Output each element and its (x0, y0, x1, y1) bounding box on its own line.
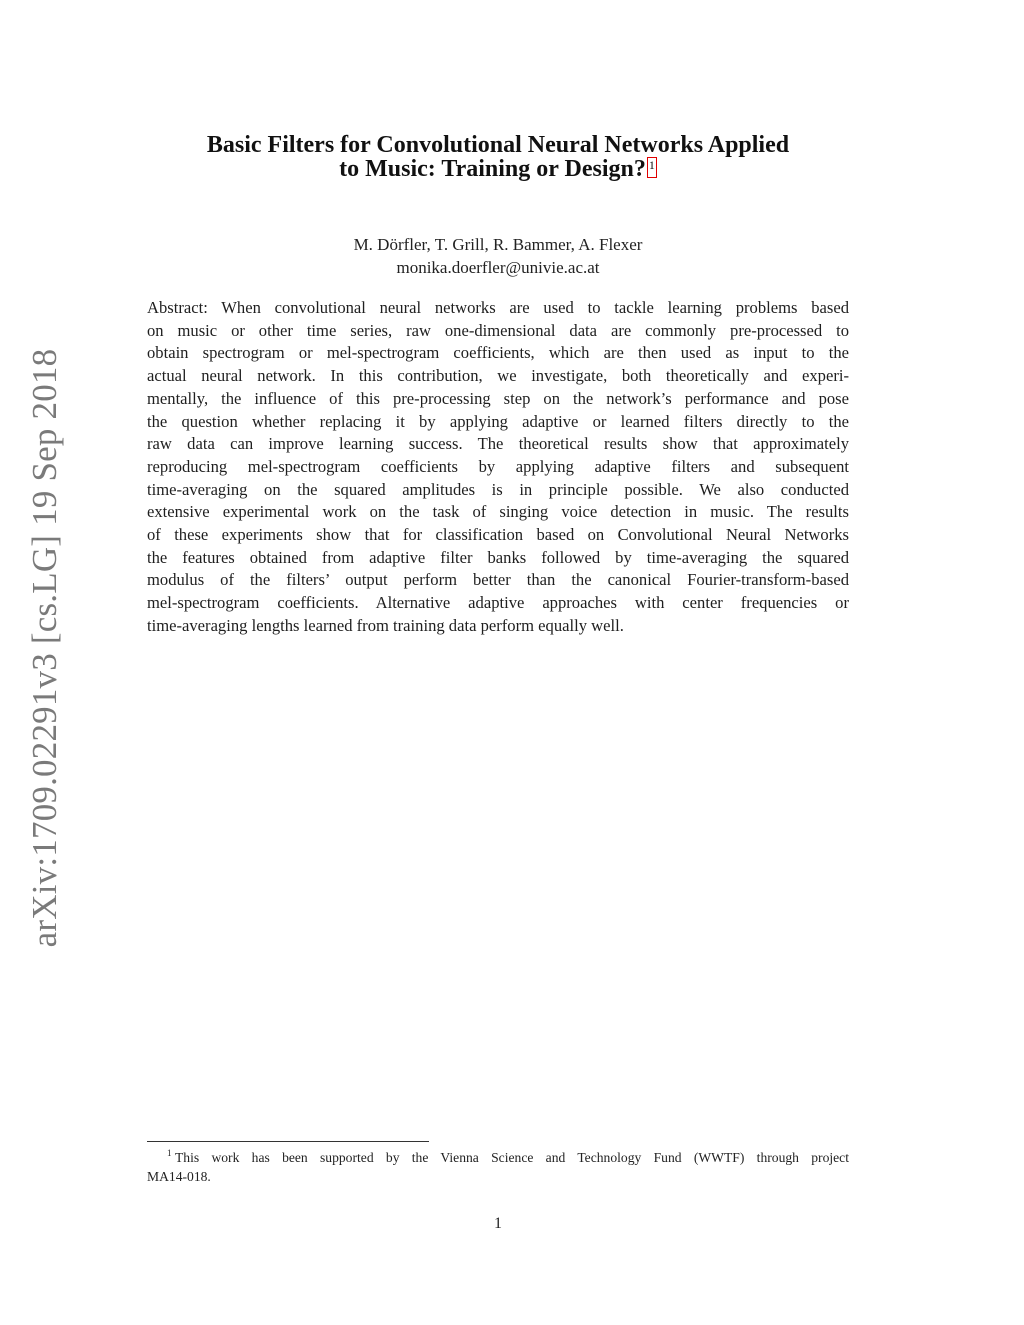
abstract-line: modulus of the filters’ output perform better than the canonical Fourier-transform-based (147, 570, 849, 590)
abstract-line: time-averaging on the squared amplitudes is in principle possible. We also conducted (147, 479, 849, 499)
page-number: 1 (494, 1215, 502, 1232)
abstract-line: on music or other time series, raw one-dimensional data are commonly pre-processed to (147, 320, 849, 340)
abstract (147, 297, 849, 638)
footnote-line-1: This work has been supported by the Vienna Science and Technology Fund (WWTF) through project (175, 1150, 849, 1165)
footnote-mark: 1 (167, 1148, 172, 1158)
abstract-line: reproducing mel-spectrogram coefficients by applying adaptive filters and subsequent (147, 456, 849, 476)
paper-title (147, 133, 849, 181)
abstract-line: the question whether replacing it by applying adaptive or learned filters directly to the (147, 411, 849, 431)
footnote-line-1-wrapper (147, 1148, 849, 1167)
paper-title-line-1: Basic Filters for Convolutional Neural Networks Applied (206, 132, 790, 158)
title-footnote-link[interactable]: 1 (647, 157, 657, 178)
abstract-line: mel-spectrogram coefficients. Alternative adaptive approaches with center frequencies or (147, 593, 849, 613)
footnote-divider (147, 1141, 429, 1142)
paper-title-line-2-text: to Music: Training or Design? (339, 156, 646, 182)
arxiv-identifier-stamp: arXiv:1709.02291v3 [cs.LG] 19 Sep 2018 (25, 348, 64, 948)
abstract-line: the features obtained from adaptive filter banks followed by time-averaging the squared (147, 547, 849, 567)
footnote (147, 1148, 849, 1186)
abstract-line: extensive experimental work on the task of singing voice detection in music. The results (147, 502, 849, 522)
footnote-line-2: MA14-018. (147, 1169, 211, 1184)
abstract-line: obtain spectrogram or mel-spectrogram coefficients, which are then used as input to the (147, 343, 849, 363)
abstract-line: of these experiments show that for classification based on Convolutional Neural Networks (147, 525, 849, 545)
abstract-line: time-averaging lengths learned from training data perform equally well. (147, 615, 624, 635)
abstract-line: Abstract: When convolutional neural networks are used to tackle learning problems based (147, 298, 849, 317)
author-email: monika.doerfler@univie.ac.at (396, 258, 600, 277)
abstract-line: raw data can improve learning success. The theoretical results show that approximately (147, 434, 849, 454)
author-block (147, 233, 849, 279)
author-list: M. Dörfler, T. Grill, R. Bammer, A. Flexer (353, 235, 643, 254)
paper-title-line-2 (147, 157, 849, 181)
abstract-line: actual neural network. In this contribution, we investigate, both theoretically and experi- (147, 366, 849, 386)
abstract-line: mentally, the influence of this pre-processing step on the network’s performance and pose (147, 388, 849, 408)
